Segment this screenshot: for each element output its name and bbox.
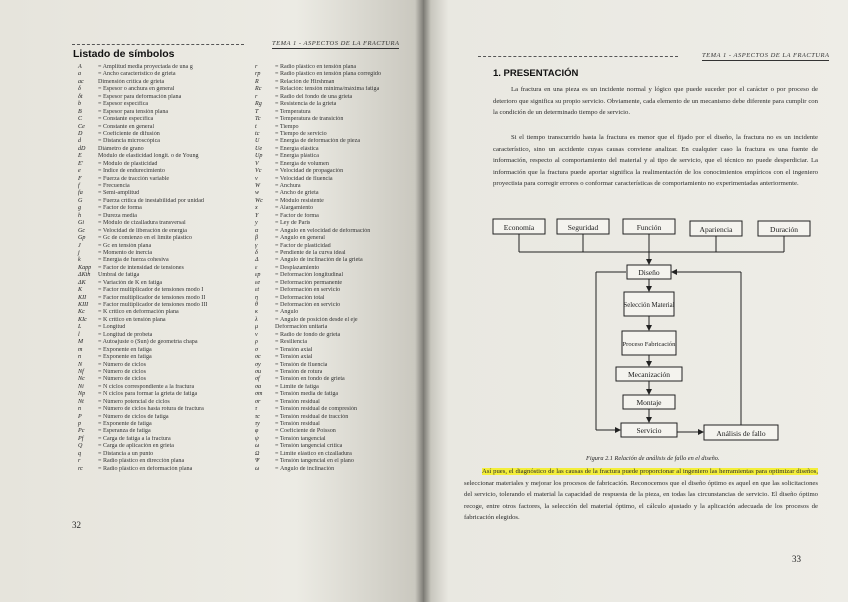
- symbol-definition: = Energía de fuerza cohesiva: [98, 257, 169, 264]
- symbol: σy: [255, 361, 261, 368]
- symbol: e: [78, 168, 81, 175]
- symbol: σa: [255, 383, 262, 390]
- symbol-definition: = Amplitud media proyectada de una g: [98, 64, 193, 70]
- symbol-definition: = Variación de K en fatiga: [98, 279, 163, 286]
- symbol-definition: = Factor multiplicador de tensiones modo I: [98, 287, 204, 294]
- symbol: Pf: [78, 435, 84, 442]
- symbol-definition: = Espesor para tensión plana: [98, 108, 169, 115]
- symbol: ρ: [255, 339, 258, 346]
- symbol: n: [78, 406, 82, 413]
- symbol-definition: = Ángulo: [275, 309, 299, 316]
- box-servicio-label: Servicio: [636, 426, 662, 435]
- symbol-definition: = Energía plástica: [275, 153, 319, 160]
- symbol-definition: = Radio del fondo de una grieta: [275, 93, 353, 100]
- symbol: Np: [78, 391, 86, 398]
- symbol: w: [255, 190, 260, 197]
- symbol: y: [255, 220, 258, 227]
- symbol-definition: = Velocidad de liberación de energía: [98, 227, 187, 234]
- symbol-definition: = Distancia microscópica: [98, 138, 160, 145]
- symbol: γ: [255, 242, 258, 249]
- symbol-definition: = Relación de Hirshman: [275, 78, 335, 85]
- symbol: Rc: [255, 86, 262, 93]
- symbol: R: [255, 78, 259, 85]
- symbol: Kapp: [78, 264, 92, 271]
- symbol: ω: [255, 465, 260, 472]
- symbol: κ: [255, 309, 258, 316]
- symbol-definition: = Momento de inercia: [98, 249, 153, 256]
- symbol: Nt: [78, 398, 84, 405]
- figure-caption: Figura 2.1 Relación de análisis de fallo en el diseño.: [586, 455, 720, 462]
- symbol-definition: = Dureza media: [98, 212, 137, 219]
- symbol: φ: [255, 428, 259, 435]
- symbol: E': [78, 160, 84, 167]
- box-mecanizacion-label: Mecanización: [627, 370, 671, 379]
- symbol: r: [255, 93, 258, 100]
- symbol-definition: = Número de ciclos: [98, 361, 146, 368]
- symbol: r: [255, 64, 258, 70]
- symbol-definition: = Ángulo de posición desde el eje: [275, 316, 358, 323]
- symbol-definition: = Coeficiente de difusión: [98, 130, 160, 137]
- symbol-definition: = Tensión axial: [275, 354, 313, 361]
- symbol-definition: Módulo de elasticidad longit. o de Young: [98, 153, 199, 160]
- symbol-definition: = Ángulo en general: [275, 235, 325, 242]
- symbol: Gp: [78, 235, 86, 242]
- symbol: τ: [255, 406, 258, 413]
- symbol-definition: = Deformación en servicio: [275, 302, 341, 308]
- symbol: tc: [255, 130, 260, 137]
- box-seguridad-label: Seguridad: [567, 223, 599, 232]
- symbol-definition: = Tensión media de fatiga: [275, 391, 339, 398]
- symbol-definition: = Esperanza de fatiga: [98, 428, 151, 435]
- symbol: t: [255, 123, 257, 130]
- symbol: d: [78, 138, 82, 145]
- highlighted-text: Así pues, el diagnóstico de las causas de la fractura puede proporcionar al ingeniero las herramientas para optimizar diseños,: [482, 468, 818, 475]
- symbol: σf: [255, 376, 260, 383]
- symbol-definition: = Longitud de probeta: [98, 331, 153, 338]
- symbols-list-title: Listado de símbolos: [73, 48, 175, 60]
- symbol-definition: = Tiempo: [275, 123, 299, 130]
- symbol: η: [255, 294, 259, 301]
- symbol-definition: = Número de ciclos de fatiga: [98, 413, 169, 420]
- symbol: K: [78, 287, 83, 294]
- symbol-definition: = Temperatura de transición: [275, 116, 344, 123]
- symbol: P: [78, 413, 82, 420]
- symbol-definition: = Distancia a un punto: [98, 450, 154, 457]
- symbol: Tc: [255, 116, 261, 123]
- symbol: σc: [255, 354, 261, 361]
- symbol-definition: = Coeficiente de Poisson: [275, 428, 336, 435]
- symbol: Q: [78, 443, 83, 450]
- symbol: ε: [255, 264, 258, 271]
- symbol-definition: = Ángulo de inclinación: [275, 465, 335, 472]
- symbol-definition: = Factor multiplicador de tensiones modo III: [98, 302, 208, 308]
- symbol-definition: = Resiliencia: [275, 339, 308, 346]
- symbol-definition: = Fuerza de tracción variable: [98, 175, 170, 182]
- symbol-definition: = Carga de fatiga a la fractura: [98, 435, 171, 442]
- symbol-definition: = Número de ciclos hasta rotura de fractura: [98, 406, 204, 413]
- symbol-definition: = Energía de deformación de pieza: [275, 138, 361, 145]
- symbol: a: [78, 71, 82, 78]
- symbol-definition: = Relación: tensión mínima/máxima fatiga: [275, 86, 380, 93]
- box-funcion-label: Función: [636, 223, 662, 232]
- symbol-definition: = Longitud: [98, 324, 126, 331]
- symbol: Gc: [78, 227, 86, 234]
- symbol: Ni: [78, 383, 84, 390]
- symbol: Δ: [255, 257, 259, 264]
- symbol-definition: = Tensión residual: [275, 398, 320, 405]
- symbol: Up: [255, 153, 263, 160]
- symbol: U: [255, 138, 260, 145]
- symbol-definition: = Deformación total: [275, 294, 325, 301]
- symbol-definition: = Módulo de plasticidad: [98, 160, 158, 167]
- symbol-definition: Deformación unitaria: [275, 324, 328, 331]
- symbol: δ: [255, 249, 258, 256]
- symbol-definition: = Tensión en fondo de grieta: [275, 376, 345, 383]
- symbol-definition: = Tensión residual de tracción: [275, 413, 349, 420]
- paragraph-2: Si el tiempo transcurrido hasta la fractura es menor que el fijado por el diseño, la fractura no es un incidente característico, sino un accidente cuyas causas conviene analizar. En cualquier caso la fractura es una fuente de información, respecto al comportamiento del material y al tipo de servicio, que el técnico no puede desperdiciar. La información que la fractura puede aportar significa la realimentación de los conocimientos empíricos con el ingeniero proyectista para corregir errores o conformar características de comportamiento no experimentadas anteriormente.: [493, 134, 818, 188]
- symbol: KIII: [78, 302, 89, 308]
- symbol: Ψ: [255, 458, 260, 465]
- symbol: rc: [78, 465, 83, 472]
- symbol: B: [78, 108, 82, 115]
- symbol-definition: = Autoajuste o (Sun) de geometría chapa: [98, 339, 198, 346]
- box-duracion-label: Duración: [770, 225, 798, 234]
- symbol: A: [78, 64, 82, 70]
- symbol: σm: [255, 391, 263, 398]
- symbol-definition: = Pendiente de la curva ideal: [275, 249, 346, 256]
- symbol: x: [255, 205, 258, 212]
- symbol-definition: = Tensión axial: [275, 346, 313, 353]
- symbol: l: [78, 331, 80, 338]
- symbol: εt: [255, 287, 260, 294]
- paragraph-3: [464, 466, 818, 524]
- page-number-left: 32: [72, 520, 81, 530]
- symbol: ω: [255, 443, 260, 450]
- symbol: δt: [78, 93, 83, 100]
- symbol-definition: Diámetro de grano: [98, 145, 144, 152]
- symbol-definition: Umbral de fatiga: [98, 272, 140, 279]
- symbol-definition: = Radio plástico en tensión plana corregido: [275, 71, 381, 78]
- symbol-definition: = Ancho característico de grieta: [98, 71, 176, 78]
- symbol-definition: = Radio plástico en dirección plana: [98, 458, 185, 465]
- symbol-definition: = Velocidad de fluencia: [275, 175, 333, 182]
- symbol: τy: [255, 421, 260, 427]
- symbol-definition: = Energía de volumen: [275, 160, 329, 167]
- symbol-definition: = Exponente de fatiga: [98, 421, 152, 427]
- symbol-definition: = Deformación en servicio: [275, 287, 341, 294]
- symbol-definition: = Resistencia de la grieta: [275, 101, 337, 108]
- symbol-definition: = Radio plástico en tensión plana: [275, 64, 357, 70]
- symbol-definition: = Espesor o anchura en general: [98, 86, 175, 93]
- symbol: μ: [255, 324, 259, 331]
- symbol: σu: [255, 368, 262, 375]
- symbol-definition: = Desplazamiento: [275, 264, 320, 271]
- symbol-definition: = Temperatura: [275, 108, 311, 115]
- symbol: q: [78, 450, 82, 457]
- box-seleccion-material-label: Selección Material: [623, 302, 675, 309]
- symbol: rp: [255, 71, 261, 78]
- symbol-definition: = Carga de aplicación en grieta: [98, 443, 174, 450]
- symbol-definition: = K crítico en deformación plana: [98, 309, 179, 316]
- symbol: Nc: [78, 376, 85, 383]
- symbol: Nf: [78, 368, 84, 375]
- symbol-definition: = Factor de plasticidad: [275, 242, 331, 249]
- symbol-definition: = Límite elástico en cizalladura: [275, 450, 352, 457]
- symbol-definition: = Tensión tangencial: [275, 435, 326, 442]
- symbol-definition: = Deformación permanente: [275, 279, 343, 286]
- symbol-definition: = Exponente en fatiga: [98, 346, 152, 353]
- symbol-definition: = Gc de comienzo en el límite plástico: [98, 235, 192, 242]
- box-apariencia-label: Apariencia: [699, 225, 733, 234]
- symbol-definition: = Gc en tensión plana: [98, 242, 152, 249]
- symbol-definition: = Tensión residual: [275, 421, 320, 427]
- symbol: J: [78, 242, 81, 249]
- symbol: k: [78, 257, 81, 264]
- symbol-definition: = Tensión tangencial en el plano: [275, 458, 354, 465]
- symbol-definition: = Número potencial de ciclos: [98, 398, 170, 405]
- symbol: L: [78, 324, 82, 331]
- symbol: Wc: [255, 197, 263, 204]
- symbol: G: [78, 197, 83, 204]
- symbol-definition: = Constante específica: [98, 116, 154, 123]
- symbol: j: [78, 249, 80, 256]
- box-economia-label: Economía: [503, 223, 535, 232]
- symbol-definition: = Exponente en fatiga: [98, 354, 152, 361]
- symbol-definition: = Número de ciclos: [98, 368, 146, 375]
- symbol-definition: = Energía elástica: [275, 145, 319, 152]
- symbol-definition: = Espesor específica: [98, 101, 149, 108]
- symbol-definition: = Índice de endurecimiento: [98, 168, 165, 175]
- symbol: Pc: [78, 428, 85, 435]
- symbol-definition: = Constante en general: [98, 123, 155, 130]
- symbol: Gi: [78, 220, 85, 227]
- symbol-definition: = Módulo de cizalladura transversal: [98, 220, 186, 227]
- symbol: Y: [255, 212, 259, 219]
- symbol-definition: = Ancho de grieta: [275, 190, 319, 197]
- symbol: p: [78, 421, 82, 427]
- running-head-right: TEMA 1 - ASPECTOS DE LA FRACTURA: [702, 52, 830, 59]
- box-analisis-fallo-label: Análisis de fallo: [716, 429, 766, 438]
- symbol-definition: Dimensión crítica de grieta: [98, 78, 165, 85]
- symbol: m: [78, 346, 83, 353]
- symbol: C: [78, 116, 83, 123]
- paragraph-3-rest: seleccionar materiales y mejorar los procesos de fabricación. Reconocemos que el diseño óptimo es aquel en que las solicitaciones del servicio, tolerando el material la capacidad de respuesta de la pieza, en todas las circunstancias de servicio. El diseño óptimo recoge, entre otros factores, la selección del material óptimo, el cálculo ajustado y la aplicación adecuada de los procesos de fabricación elegidos.: [464, 479, 818, 522]
- symbol-definition: = Espesor para deformación plana: [98, 93, 182, 100]
- paragraph-1: La fractura en una pieza es un incidente normal y lógico que puede suceder por el carácter o por proceso de deterioro que significa su propio servicio. Obviamente, cada elemento de un mecanismo debe diferente para cumplir con la condición de un determinado tiempo de servicio.: [493, 86, 818, 117]
- symbol-definition: = N ciclos correspondiente a la fractura: [98, 383, 195, 390]
- symbol-definition: = Tensión residual de compresión: [275, 406, 358, 413]
- box-montaje-label: Montaje: [636, 398, 662, 407]
- symbol: T: [255, 108, 259, 115]
- symbol: D: [78, 130, 83, 137]
- symbol: β: [255, 235, 259, 242]
- symbol: ν: [255, 331, 258, 338]
- running-head-left: TEMA 1 - ASPECTOS DE LA FRACTURA: [272, 40, 400, 47]
- symbol-definition: = Anchura: [275, 183, 301, 189]
- symbol: Ue: [255, 145, 263, 152]
- symbol: Ω: [255, 450, 260, 457]
- section-title: 1. PRESENTACIÓN: [493, 68, 579, 79]
- symbol-definition: = Tiempo de servicio: [275, 130, 327, 137]
- symbol-definition: = K crítico en tensión plana: [98, 316, 166, 323]
- symbol: b: [78, 101, 82, 108]
- symbol: α: [255, 227, 259, 234]
- symbol: τc: [255, 413, 260, 420]
- symbol: g: [78, 205, 82, 212]
- symbol-definition: = Módulo resistente: [275, 197, 324, 204]
- symbol: ΔK: [78, 279, 86, 286]
- symbol: θ: [255, 302, 258, 308]
- symbol: E: [78, 153, 82, 160]
- symbol-definition: = Límite de fatiga: [275, 383, 319, 390]
- symbol-definition: = Radio de fondo de grieta: [275, 331, 341, 338]
- symbol: Ce: [78, 123, 85, 130]
- symbol: ψ: [255, 435, 259, 442]
- symbol: r: [78, 458, 81, 465]
- symbol: σ: [255, 346, 259, 353]
- symbol: εe: [255, 279, 261, 286]
- symbol-definition: = Tensión de rotura: [275, 368, 323, 375]
- symbol-definition: = Fuerza crítica de inestabilidad por unidad: [98, 197, 204, 204]
- page-number-right: 33: [792, 554, 801, 564]
- symbol-definition: = Ley de Paris: [275, 220, 311, 227]
- symbol-definition: = Factor de intensidad de tensiones: [98, 264, 184, 271]
- box-proceso-fabricacion-label: Proceso Fabricación: [622, 341, 676, 348]
- symbol: h: [78, 212, 82, 219]
- symbol-definition: = Velocidad de propagación: [275, 168, 344, 175]
- symbol-definition: = Factor multiplicador de tensiones modo II: [98, 294, 206, 301]
- symbol: λ: [255, 316, 258, 323]
- symbol-definition: = Semi-amplitud: [98, 190, 140, 197]
- symbol-definition: = Frecuencia: [98, 183, 130, 189]
- symbol-definition: = Factor de forma: [275, 212, 319, 219]
- symbol: F: [78, 175, 82, 182]
- symbol: σr: [255, 398, 261, 405]
- symbol: fa: [78, 190, 83, 197]
- symbol: Kc: [78, 309, 85, 316]
- symbol: Rg: [255, 101, 262, 108]
- symbol: KII: [78, 294, 87, 301]
- symbol: W: [255, 183, 261, 189]
- symbol: KIc: [78, 316, 87, 323]
- symbol-definition: = Tensión de fluencia: [275, 361, 328, 368]
- symbol: V: [255, 160, 259, 167]
- symbol: δ: [78, 86, 81, 93]
- symbol-definition: = Ángulo de inclinación de la grieta: [275, 257, 363, 264]
- symbol: N: [78, 361, 83, 368]
- symbol-definition: = Factor de forma: [98, 205, 142, 212]
- symbol: M: [78, 339, 84, 346]
- symbol: v: [255, 175, 258, 182]
- symbol: n: [78, 354, 82, 361]
- symbol-definition: = Número de ciclos: [98, 376, 146, 383]
- symbol-definition: = Alargamiento: [275, 205, 314, 212]
- symbol-definition: = N ciclos para formar la grieta de fatiga: [98, 391, 198, 398]
- symbol-definition: = Deformación longitudinal: [275, 272, 344, 279]
- symbol: Vc: [255, 168, 262, 175]
- symbol-definition: = Tensión tangencial crítica: [275, 443, 343, 450]
- symbol: dD: [78, 145, 86, 152]
- box-diseno-label: Diseño: [638, 268, 660, 277]
- symbol: f: [78, 183, 80, 189]
- symbol-definition: = Radio plástico en deformación plana: [98, 465, 193, 472]
- symbol: ΔKth: [78, 272, 91, 279]
- symbol-definition: = Ángulo en velocidad de deformación: [275, 227, 371, 234]
- symbol: ac: [78, 78, 84, 85]
- symbol: εp: [255, 272, 261, 279]
